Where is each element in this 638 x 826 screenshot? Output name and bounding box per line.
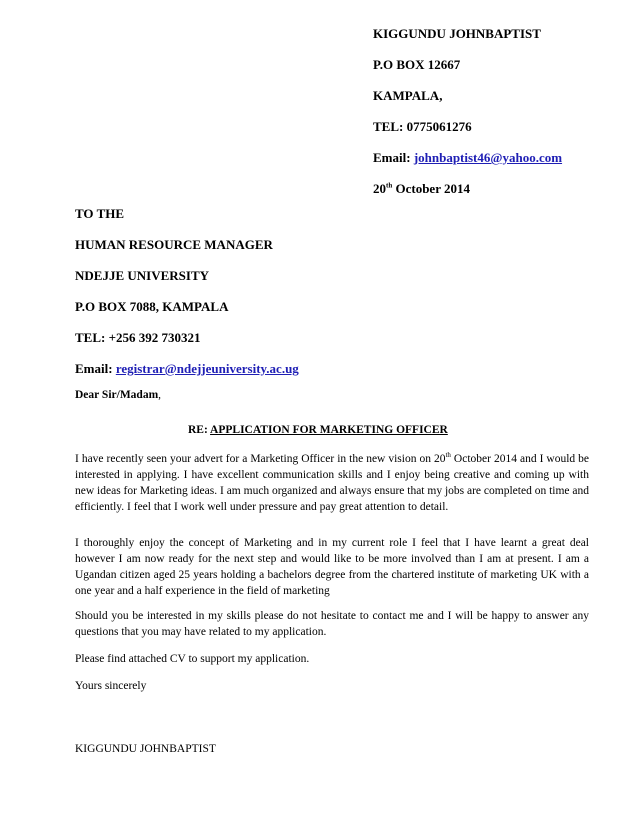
subject-prefix: RE: xyxy=(188,424,211,436)
salutation-comma: , xyxy=(158,389,162,401)
recipient-po-box: P.O BOX 7088, KAMPALA xyxy=(75,299,229,314)
recipient-to: TO THE xyxy=(75,206,125,221)
sender-tel: TEL: 0775061276 xyxy=(373,119,472,134)
p1-sup: th xyxy=(445,451,451,460)
recipient-tel: TEL: +256 392 730321 xyxy=(75,330,201,345)
recipient-org: NDEJJE UNIVERSITY xyxy=(75,268,209,283)
sender-address-block xyxy=(373,26,623,212)
salutation-text: Dear Sir/Madam xyxy=(75,389,159,401)
date-day: 20 xyxy=(373,181,386,196)
sender-city: KAMPALA, xyxy=(373,88,443,103)
sender-email-label: Email: xyxy=(373,150,414,165)
p1-text-a: I have recently seen your advert for a Marketing Officer in the new vision on 20 xyxy=(75,453,446,465)
body-paragraph-3: Should you be interested in my skills please do not hesitate to contact me and I will be happy to answer any questions that you may have related to my application. xyxy=(75,610,589,638)
recipient-title: HUMAN RESOURCE MANAGER xyxy=(75,237,273,252)
body-paragraph-4: Please find attached CV to support my application. xyxy=(75,653,310,665)
body-paragraph-1 xyxy=(75,451,589,515)
signature-name: KIGGUNDU JOHNBAPTIST xyxy=(75,743,216,755)
date-suffix: th xyxy=(386,181,393,190)
recipient-email-link[interactable]: registrar@ndejjeuniversity.ac.ug xyxy=(115,361,299,376)
p1-text-b: October 2014 and I would be interested in applying. I have excellent communication skills and I enjoy being creative and coming up with new ideas for Marketing ideas. I am much organized and always ensure that my jobs are completed on time and efficiently. I feel that I work well under pressure and pay great attention to detail. xyxy=(75,453,590,513)
sender-email-line xyxy=(373,150,623,166)
body-paragraph-2: I thoroughly enjoy the concept of Marketing and in my current role I feel that I have learnt a great deal however I am now ready for the next step and would like to be more involved than I am at present. I am a Ugandan citizen aged 25 years holding a bachelors degree from the chartered institute of marketing UK with a one year and a half experience in the field of marketing xyxy=(75,537,589,597)
letter-date xyxy=(373,181,623,197)
sender-email-link[interactable]: johnbaptist46@yahoo.com xyxy=(413,150,563,165)
recipient-email-line xyxy=(75,361,575,377)
sender-po-box: P.O BOX 12667 xyxy=(373,57,461,72)
recipient-email-label: Email: xyxy=(75,361,116,376)
sender-name: KIGGUNDU JOHNBAPTIST xyxy=(373,26,541,41)
closing: Yours sincerely xyxy=(75,680,147,692)
subject-line xyxy=(188,423,448,437)
subject-text: APPLICATION FOR MARKETING OFFICER xyxy=(210,424,448,436)
recipient-address-block xyxy=(75,206,575,392)
salutation xyxy=(75,388,161,402)
date-rest: October 2014 xyxy=(392,181,470,196)
